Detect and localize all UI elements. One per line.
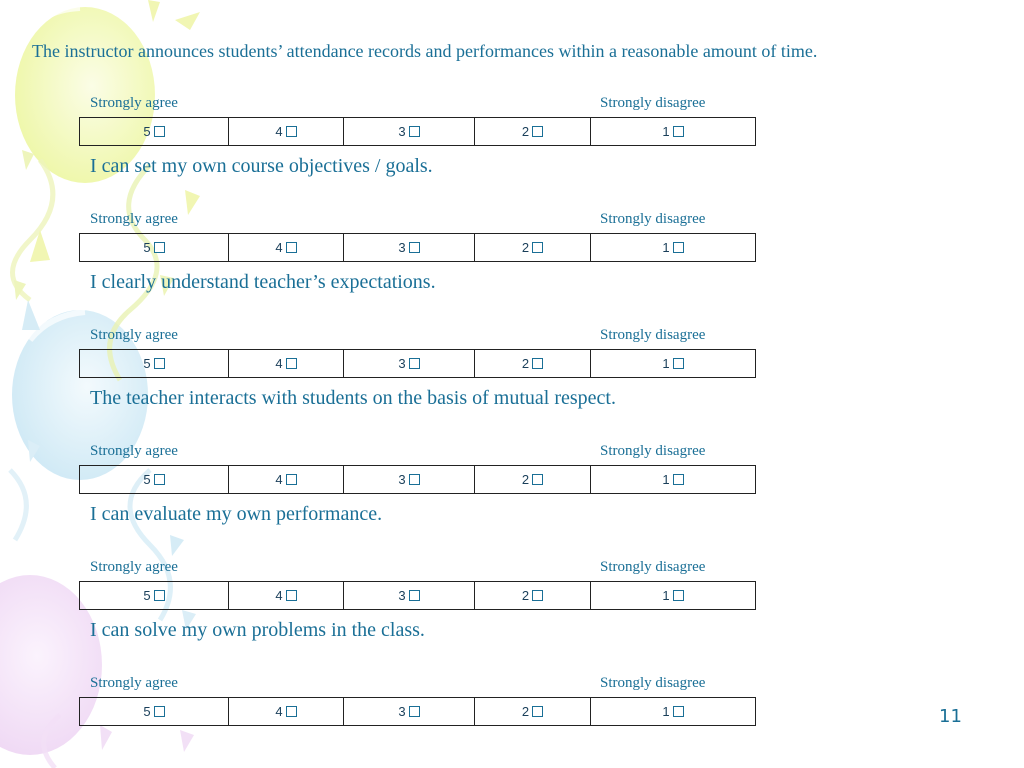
rating-cell-1 [591, 698, 756, 726]
rating-number: 5 [143, 239, 151, 255]
rating-option-1[interactable] [662, 704, 683, 719]
rating-option-5[interactable] [143, 240, 164, 255]
rating-cell-4 [229, 582, 344, 610]
rating-scale-table-1 [79, 117, 756, 146]
rating-number: 2 [521, 239, 530, 255]
checkbox-2[interactable] [532, 590, 543, 601]
checkbox-4[interactable] [286, 590, 297, 601]
rating-cell-2 [475, 234, 591, 262]
checkbox-1[interactable] [673, 242, 684, 253]
rating-scale-table-3 [79, 349, 756, 378]
question-text-3: I clearly understand teacher’s expectations. [90, 271, 436, 293]
strongly-agree-label: Strongly agree [90, 211, 178, 227]
rating-cell-1 [591, 466, 756, 494]
rating-option-3[interactable] [398, 124, 419, 139]
checkbox-2[interactable] [532, 126, 543, 137]
question-text-6: I can solve my own problems in the class. [90, 619, 425, 641]
checkbox-2[interactable] [532, 358, 543, 369]
checkbox-3[interactable] [409, 242, 420, 253]
rating-number: 5 [143, 123, 151, 139]
rating-number: 4 [275, 587, 283, 603]
rating-option-2[interactable] [522, 704, 543, 719]
rating-cell-5 [80, 698, 229, 726]
checkbox-5[interactable] [154, 474, 165, 485]
rating-cell-1 [591, 234, 756, 262]
rating-cell-4 [229, 350, 344, 378]
rating-number: 1 [662, 239, 670, 255]
rating-option-5[interactable] [143, 472, 164, 487]
rating-row [80, 350, 756, 378]
rating-scale-table-2 [79, 233, 756, 262]
rating-cell-2 [475, 582, 591, 610]
strongly-agree-label: Strongly agree [90, 327, 178, 343]
rating-cell-2 [475, 698, 591, 726]
strongly-agree-label: Strongly agree [90, 675, 178, 691]
rating-number: 3 [398, 123, 406, 139]
rating-cell-3 [344, 118, 475, 146]
checkbox-3[interactable] [409, 590, 420, 601]
rating-option-3[interactable] [398, 472, 419, 487]
rating-cell-4 [229, 118, 344, 146]
rating-cell-4 [229, 698, 344, 726]
rating-option-1[interactable] [662, 588, 683, 603]
checkbox-5[interactable] [154, 242, 165, 253]
rating-number: 3 [398, 703, 406, 719]
rating-cell-3 [344, 234, 475, 262]
rating-cell-4 [229, 466, 344, 494]
checkbox-3[interactable] [409, 358, 420, 369]
rating-cell-4 [229, 234, 344, 262]
rating-option-4[interactable] [275, 124, 296, 139]
checkbox-1[interactable] [673, 590, 684, 601]
rating-number: 1 [662, 123, 670, 139]
rating-number: 5 [143, 703, 151, 719]
strongly-disagree-label: Strongly disagree [600, 675, 706, 691]
page-number: 11 [939, 706, 962, 727]
checkbox-1[interactable] [673, 474, 684, 485]
rating-row [80, 466, 756, 494]
rating-number: 2 [521, 703, 530, 719]
question-text-4: The teacher interacts with students on the basis of mutual respect. [90, 387, 616, 409]
rating-cell-3 [344, 350, 475, 378]
rating-scale-table-4 [79, 465, 756, 494]
checkbox-4[interactable] [286, 242, 297, 253]
checkbox-5[interactable] [154, 358, 165, 369]
rating-number: 2 [521, 123, 530, 139]
rating-option-1[interactable] [662, 124, 683, 139]
checkbox-3[interactable] [409, 706, 420, 717]
rating-cell-3 [344, 466, 475, 494]
rating-number: 2 [521, 355, 530, 371]
checkbox-1[interactable] [673, 706, 684, 717]
checkbox-1[interactable] [673, 358, 684, 369]
rating-option-1[interactable] [662, 240, 683, 255]
checkbox-2[interactable] [532, 242, 543, 253]
rating-number: 1 [662, 471, 670, 487]
checkbox-3[interactable] [409, 126, 420, 137]
rating-cell-3 [344, 698, 475, 726]
checkbox-5[interactable] [154, 126, 165, 137]
rating-number: 5 [143, 587, 151, 603]
rating-option-1[interactable] [662, 472, 683, 487]
question-text-2: I can set my own course objectives / goals. [90, 155, 433, 177]
checkbox-2[interactable] [532, 706, 543, 717]
rating-option-5[interactable] [143, 588, 164, 603]
checkbox-3[interactable] [409, 474, 420, 485]
rating-number: 1 [662, 355, 670, 371]
rating-cell-5 [80, 582, 229, 610]
rating-option-3[interactable] [398, 240, 419, 255]
strongly-disagree-label: Strongly disagree [600, 327, 706, 343]
checkbox-4[interactable] [286, 358, 297, 369]
checkbox-4[interactable] [286, 474, 297, 485]
rating-cell-2 [475, 118, 591, 146]
rating-option-4[interactable] [275, 588, 296, 603]
rating-number: 1 [662, 587, 670, 603]
rating-option-5[interactable] [143, 124, 164, 139]
rating-row [80, 698, 756, 726]
rating-number: 5 [143, 471, 151, 487]
rating-number: 3 [398, 471, 406, 487]
checkbox-5[interactable] [154, 590, 165, 601]
rating-scale-table-5 [79, 581, 756, 610]
rating-cell-5 [80, 350, 229, 378]
rating-option-2[interactable] [522, 472, 543, 487]
rating-cell-1 [591, 118, 756, 146]
rating-row [80, 582, 756, 610]
rating-option-2[interactable] [522, 588, 543, 603]
rating-option-2[interactable] [522, 240, 543, 255]
rating-cell-1 [591, 582, 756, 610]
rating-cell-5 [80, 234, 229, 262]
rating-scale-table-6 [79, 697, 756, 726]
rating-number: 4 [275, 239, 283, 255]
rating-number: 4 [275, 355, 283, 371]
strongly-disagree-label: Strongly disagree [600, 95, 706, 111]
rating-number: 3 [398, 587, 406, 603]
rating-option-2[interactable] [522, 356, 543, 371]
rating-cell-2 [475, 350, 591, 378]
strongly-disagree-label: Strongly disagree [600, 211, 706, 227]
rating-number: 4 [275, 123, 283, 139]
rating-option-4[interactable] [275, 704, 296, 719]
checkbox-1[interactable] [673, 126, 684, 137]
rating-number: 2 [521, 471, 530, 487]
rating-option-4[interactable] [275, 240, 296, 255]
question-text-5: I can evaluate my own performance. [90, 503, 383, 525]
strongly-agree-label: Strongly agree [90, 559, 178, 575]
rating-number: 3 [398, 355, 406, 371]
strongly-agree-label: Strongly agree [90, 95, 178, 111]
rating-number: 3 [398, 239, 406, 255]
rating-cell-5 [80, 118, 229, 146]
rating-option-5[interactable] [143, 356, 164, 371]
rating-option-3[interactable] [398, 356, 419, 371]
rating-row [80, 118, 756, 146]
rating-option-3[interactable] [398, 588, 419, 603]
rating-cell-5 [80, 466, 229, 494]
rating-number: 1 [662, 703, 670, 719]
rating-row [80, 234, 756, 262]
rating-cell-3 [344, 582, 475, 610]
rating-option-2[interactable] [522, 124, 543, 139]
rating-option-4[interactable] [275, 356, 296, 371]
rating-option-3[interactable] [398, 704, 419, 719]
rating-option-5[interactable] [143, 704, 164, 719]
rating-cell-2 [475, 466, 591, 494]
checkbox-5[interactable] [154, 706, 165, 717]
question-text-1: The instructor announces students’ attendance records and performances within a reasonable amount of time. [32, 41, 818, 61]
checkbox-4[interactable] [286, 126, 297, 137]
rating-cell-1 [591, 350, 756, 378]
checkbox-2[interactable] [532, 474, 543, 485]
rating-number: 4 [275, 471, 283, 487]
rating-option-1[interactable] [662, 356, 683, 371]
rating-number: 4 [275, 703, 283, 719]
rating-option-4[interactable] [275, 472, 296, 487]
strongly-agree-label: Strongly agree [90, 443, 178, 459]
strongly-disagree-label: Strongly disagree [600, 443, 706, 459]
checkbox-4[interactable] [286, 706, 297, 717]
strongly-disagree-label: Strongly disagree [600, 559, 706, 575]
rating-number: 5 [143, 355, 151, 371]
rating-number: 2 [521, 587, 530, 603]
